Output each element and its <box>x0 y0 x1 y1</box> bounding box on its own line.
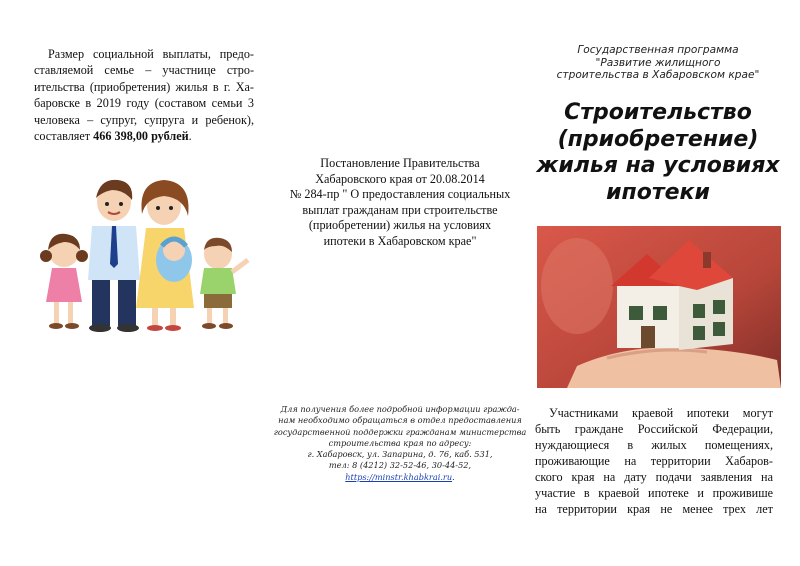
payment-amount: 466 398,00 рублей <box>93 129 189 144</box>
title-line: (приобретение) <box>557 126 759 152</box>
contact-line: Для получения более подробной информации гражда- <box>280 404 520 414</box>
contact-line: нам необходимо обращаться в отдел предоставления <box>278 415 522 426</box>
participants-line: участие в краевой ипотеке и проживише <box>535 486 773 500</box>
title-line: Строительство <box>564 100 752 125</box>
contact-line: государственной поддержки гражданам министерства <box>273 426 527 437</box>
middle-panel <box>267 0 533 566</box>
resolution-line: выплат гражданам при строительстве <box>302 202 498 217</box>
baby-figure <box>156 238 192 282</box>
participants-line: проживающие на территории Хабаров- <box>535 454 773 468</box>
participants-text <box>535 405 773 517</box>
right-panel <box>533 0 800 566</box>
family-illustration <box>34 168 256 340</box>
house-in-hands-photo <box>537 226 781 388</box>
social-payment-text: Размер социальной выплаты, предо-ставляемой семье – участнице стро-ительства (приобретения) жилья в г. Ха-баровске в 2019 году (составом семьи 3 человека – супруг, супруга и ребенок), составляет 466 398,00 рублей. <box>34 47 254 144</box>
resolution-line: Хабаровского края от 20.08.2014 <box>315 171 485 186</box>
brochure-title <box>533 100 783 206</box>
ministry-website-link[interactable]: https://minstr.khabkrai.ru <box>345 471 453 482</box>
participants-line: ского края на дату подачи заявления на <box>535 470 773 484</box>
resolution-line: ипотеки в Хабаровском крае" <box>323 233 477 248</box>
program-name <box>533 44 783 82</box>
contact-info: Для получения более подробной информации гражда- нам необходимо обращаться в отдел предоставления государственной поддержки гражданам министерства строительства края по адресу: г. Хабаровск, ул. Запарина, д. 76, каб. 531, тел: 8 (4212) 32-52-46, 30-44-52, https://minstr.khabkrai.ru. <box>273 404 527 482</box>
father-figure <box>88 180 140 332</box>
participants-line: нуждающиеся в жилых помещениях, <box>535 438 773 452</box>
program-line: "Развитие жилищного <box>595 56 721 69</box>
resolution-line: Постановление Правительства <box>320 156 480 170</box>
title-line: жилья на условиях <box>536 153 780 178</box>
contact-line: строительства края по адресу: <box>328 437 472 448</box>
program-line: Государственная программа <box>577 44 739 56</box>
program-line: строительства в Хабаровском крае" <box>556 69 760 81</box>
government-resolution <box>277 156 523 250</box>
social-payment-description: Размер социальной выплаты, предо-ставляемой семье – участнице стро-ительства (приобретения) жилья в г. Ха-баровске в 2019 году (составом семьи 3 человека – супруг, супруга и ребенок), составляет <box>34 47 254 144</box>
contact-line: тел: 8 (4212) 32-52-46, 30-44-52, <box>328 460 472 471</box>
boy-figure <box>200 238 248 329</box>
contact-line: г. Хабаровск, ул. Запарина, д. 76, каб. 531, <box>307 449 493 460</box>
resolution-line: (приобретении) жилья на условиях <box>308 218 492 233</box>
title-line: ипотеки <box>606 179 710 205</box>
participants-line: Участниками краевой ипотеки могут <box>549 406 773 420</box>
left-panel <box>0 0 267 566</box>
girl-figure <box>40 234 88 329</box>
participants-line: быть граждане Российской Федерации, <box>535 422 773 436</box>
participants-line: на территории края не менее трех лет <box>535 502 773 516</box>
resolution-line: № 284-пр " О предоставления социальных <box>289 187 511 202</box>
